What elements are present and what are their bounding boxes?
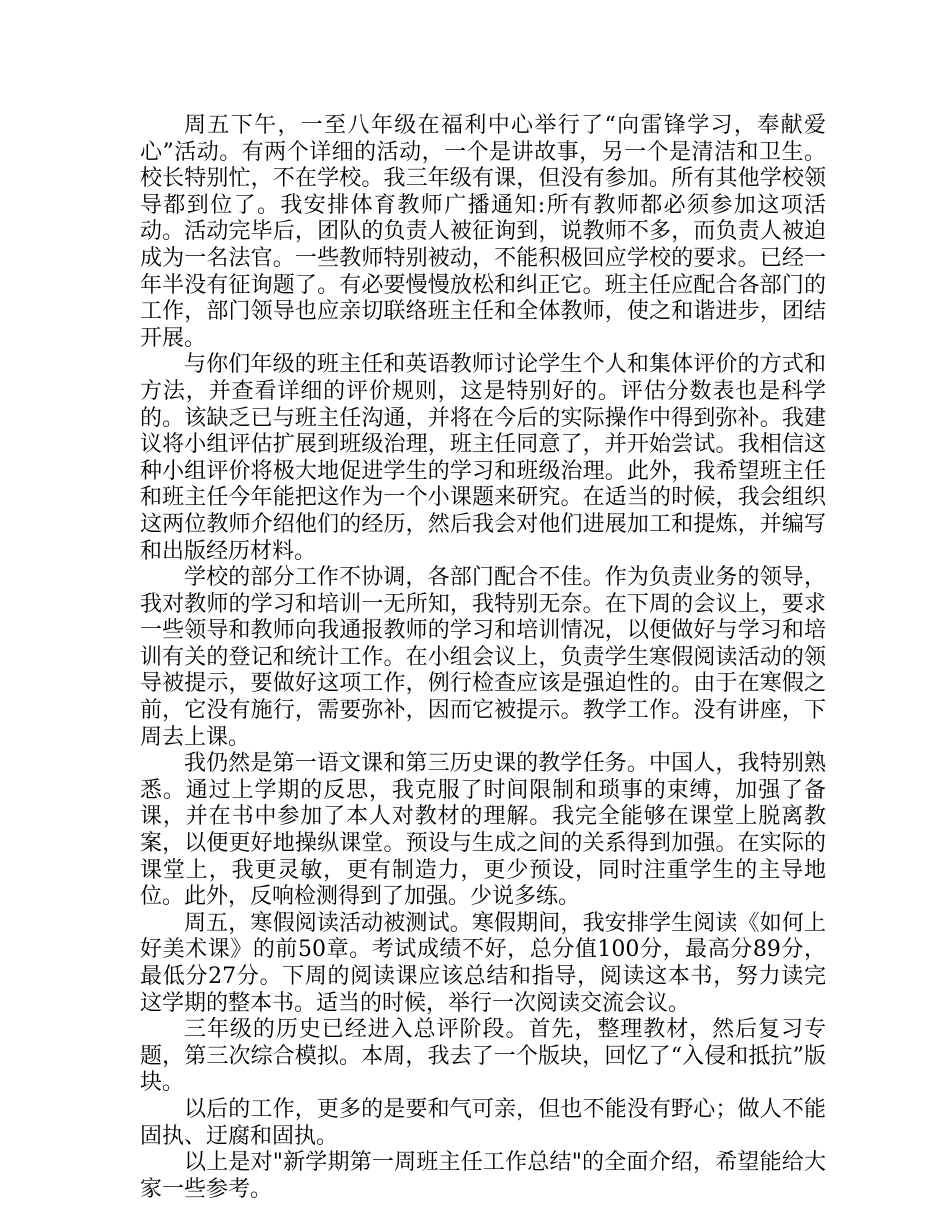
paragraph: 我仍然是第一语文课和第三历史课的教学任务。中国人，我特别熟悉。通过上学期的反思，我克服了时间限制和琐事的束缚，加强了备课，并在书中参加了本人对教材的理解。我完全能够在课堂上脱离教案，以便更好地操纵课堂。预设与生成之间的关系得到加强。在实际的课堂上，我更灵敏，更有制造力，更少预设，同时注重学生的主导地位。此外，反响检测得到了加强。少说多练。 — [140, 751, 826, 910]
paragraph: 以上是对"新学期第一周班主任工作总结"的全面介绍，希望能给大家一些参考。 — [140, 1150, 826, 1202]
paragraph: 以后的工作，更多的是要和气可亲，但也不能没有野心；做人不能固执、迂腐和固执。 — [140, 1096, 826, 1149]
paragraph: 学校的部分工作不协调，各部门配合不佳。作为负责业务的领导，我对教师的学习和培训一无所知，我特别无奈。在下周的会议上，要求一些领导和教师向我通报教师的学习和培训情况，以便做好与学习和培训有关的登记和统计工作。在小组会议上，负责学生寒假阅读活动的领导被提示，要做好这项工作，例行检查应该是强迫性的。由于在寒假之前，它没有施行，需要弥补，因而它被提示。教学工作。没有讲座，下周去上课。 — [140, 565, 826, 750]
document-body — [140, 113, 826, 1203]
paragraph: 周五下午，一至八年级在福利中心举行了“向雷锋学习，奉献爱心”活动。有两个详细的活动，一个是讲故事，另一个是清洁和卫生。校长特别忙，不在学校。我三年级有课，但没有参加。所有其他学校领导都到位了。我安排体育教师广播通知:所有教师都必须参加这项活动。活动完毕后，团队的负责人被征询到，说教师不多，而负责人被迫成为一名法官。一些教师特别被动，不能积极回应学校的要求。已经一年半没有征询题了。有必要慢慢放松和纠正它。班主任应配合各部门的工作，部门领导也应亲切联络班主任和全体教师，使之和谐进步，团结开展。 — [140, 113, 826, 351]
paragraph: 周五，寒假阅读活动被测试。寒假期间，我安排学生阅读《如何上好美术课》的前50章。考试成绩不好，总分值100分，最高分89分，最低分27分。下周的阅读课应该总结和指导，阅读这本书，努力读完这学期的整本书。适当的时候，举行一次阅读交流会议。 — [140, 910, 826, 1016]
paragraph: 与你们年级的班主任和英语教师讨论学生个人和集体评价的方式和方法，并查看详细的评价规则，这是特别好的。评估分数表也是科学的。该缺乏已与班主任沟通，并将在今后的实际操作中得到弥补。我建议将小组评估扩展到班级治理，班主任同意了，并开始尝试。我相信这种小组评价将极大地促进学生的学习和班级治理。此外，我希望班主任和班主任今年能把这作为一个小课题来研究。在适当的时候，我会组织这两位教师介绍他们的经历，然后我会对他们进展加工和提炼，并编写和出版经历材料。 — [140, 352, 826, 564]
paragraph: 三年级的历史已经进入总评阶段。首先，整理教材，然后复习专题，第三次综合模拟。本周，我去了一个版块，回忆了“入侵和抵抗”版块。 — [140, 1017, 826, 1096]
